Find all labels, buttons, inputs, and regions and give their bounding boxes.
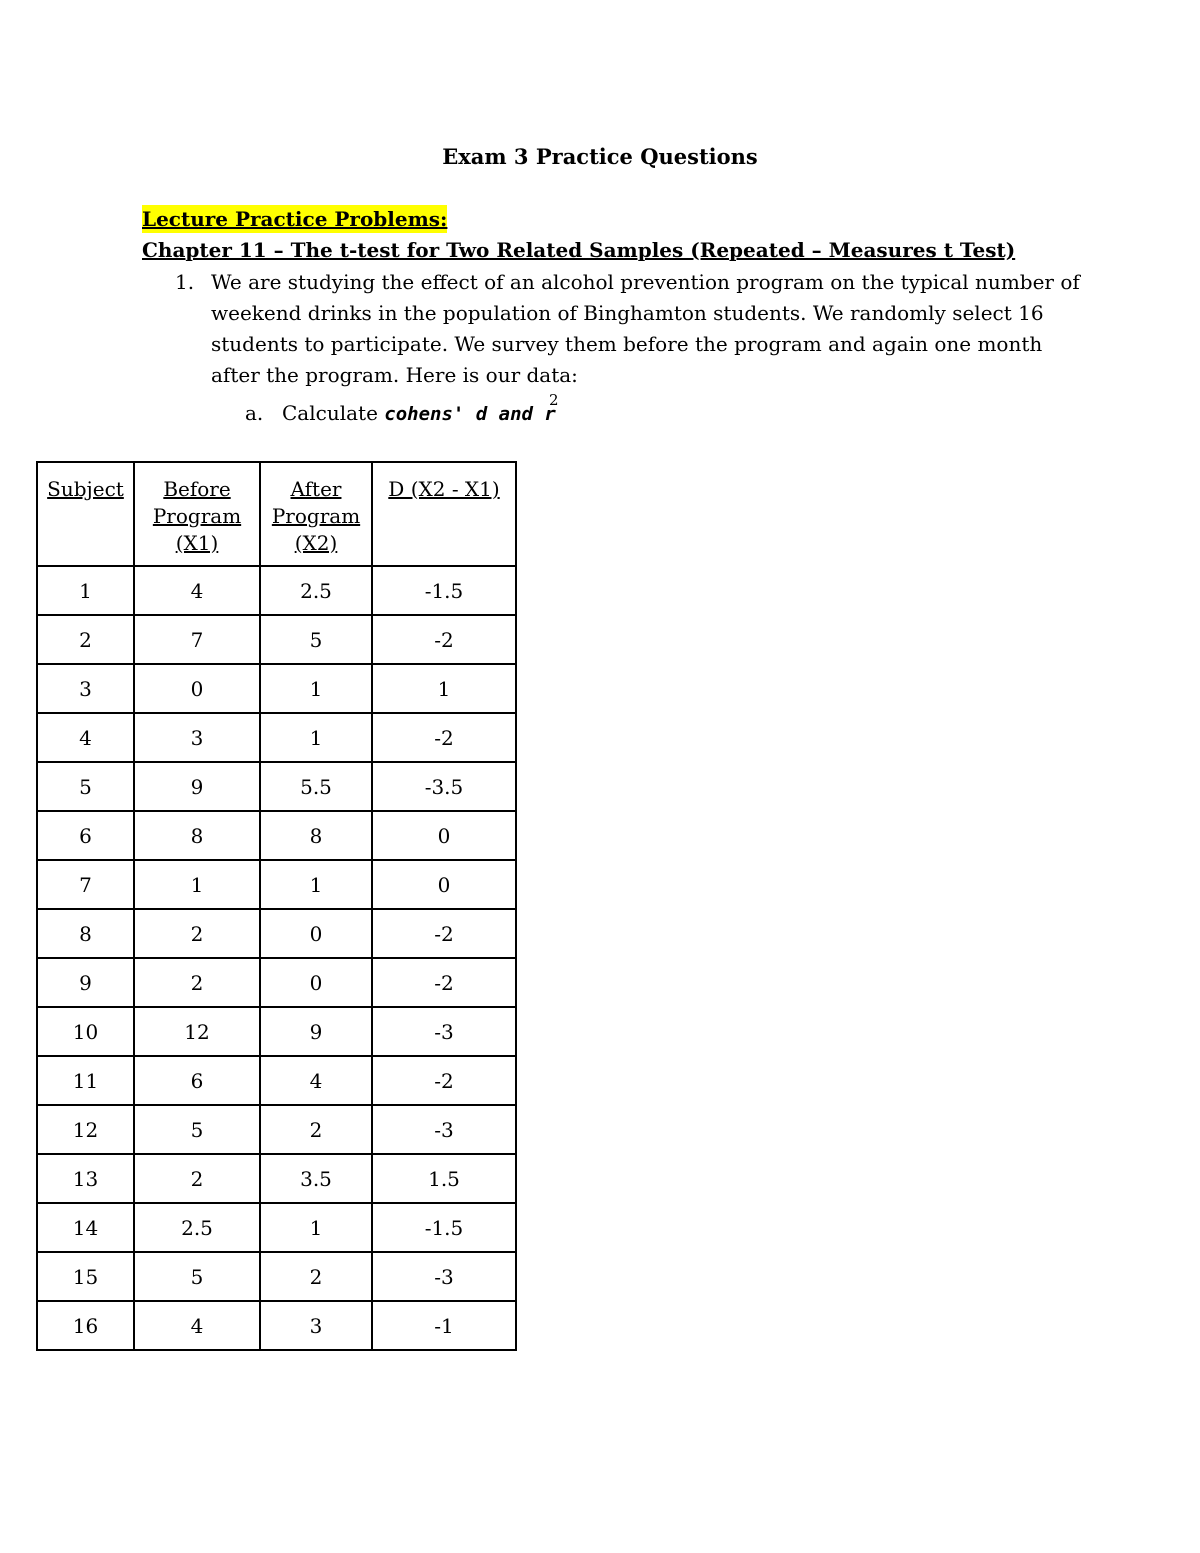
cell-difference: -3 — [372, 1252, 516, 1301]
table-row — [37, 566, 516, 615]
lecture-heading: Lecture Practice Problems: — [142, 207, 448, 231]
cell-subject: 6 — [37, 811, 134, 860]
cell-difference: -2 — [372, 909, 516, 958]
cell-before: 2.5 — [134, 1203, 260, 1252]
table-header-row — [37, 462, 516, 566]
cell-subject: 16 — [37, 1301, 134, 1350]
cell-before: 3 — [134, 713, 260, 762]
cell-subject: 13 — [37, 1154, 134, 1203]
table-row — [37, 713, 516, 762]
header-difference: D (X2 - X1) — [372, 462, 516, 566]
page-title: Exam 3 Practice Questions — [442, 144, 758, 169]
cell-subject: 7 — [37, 860, 134, 909]
cell-subject: 8 — [37, 909, 134, 958]
cell-after: 3.5 — [260, 1154, 372, 1203]
subquestion-math: cohens' d and r — [384, 403, 556, 425]
cell-difference: -3 — [372, 1007, 516, 1056]
cell-difference: -2 — [372, 1056, 516, 1105]
cell-after: 8 — [260, 811, 372, 860]
cell-before: 6 — [134, 1056, 260, 1105]
cell-subject: 9 — [37, 958, 134, 1007]
cell-after: 0 — [260, 909, 372, 958]
cell-difference: -2 — [372, 958, 516, 1007]
subquestion-letter: a. — [245, 401, 264, 425]
table-row — [37, 762, 516, 811]
cell-subject: 11 — [37, 1056, 134, 1105]
cell-subject: 12 — [37, 1105, 134, 1154]
cell-subject: 2 — [37, 615, 134, 664]
cell-difference: 1 — [372, 664, 516, 713]
cell-before: 4 — [134, 566, 260, 615]
cell-subject: 4 — [37, 713, 134, 762]
cell-difference: 1.5 — [372, 1154, 516, 1203]
table-row — [37, 958, 516, 1007]
cell-difference: 0 — [372, 860, 516, 909]
cell-before: 2 — [134, 909, 260, 958]
cell-after: 2 — [260, 1252, 372, 1301]
cell-after: 3 — [260, 1301, 372, 1350]
table-row — [37, 615, 516, 664]
data-table — [36, 461, 517, 1351]
cell-subject: 5 — [37, 762, 134, 811]
cell-after: 1 — [260, 713, 372, 762]
cell-subject: 14 — [37, 1203, 134, 1252]
table-row — [37, 1154, 516, 1203]
cell-before: 12 — [134, 1007, 260, 1056]
cell-after: 2 — [260, 1105, 372, 1154]
cell-difference: -3.5 — [372, 762, 516, 811]
table-row — [37, 1203, 516, 1252]
header-before: Before Program (X1) — [134, 462, 260, 566]
cell-after: 4 — [260, 1056, 372, 1105]
chapter-heading: Chapter 11 – The t-test for Two Related Samples (Repeated – Measures t Test) — [142, 238, 1016, 262]
cell-subject: 1 — [37, 566, 134, 615]
subquestion-label: Calculate — [282, 401, 378, 425]
cell-after: 9 — [260, 1007, 372, 1056]
cell-after: 1 — [260, 664, 372, 713]
cell-subject: 10 — [37, 1007, 134, 1056]
table-row — [37, 1105, 516, 1154]
cell-subject: 15 — [37, 1252, 134, 1301]
cell-before: 0 — [134, 664, 260, 713]
header-subject: Subject — [37, 462, 134, 566]
cell-after: 2.5 — [260, 566, 372, 615]
cell-before: 5 — [134, 1105, 260, 1154]
cell-difference: -2 — [372, 713, 516, 762]
cell-difference: -1.5 — [372, 1203, 516, 1252]
cell-subject: 3 — [37, 664, 134, 713]
subquestion-text — [282, 399, 556, 428]
cell-difference: -1.5 — [372, 566, 516, 615]
table-row — [37, 1056, 516, 1105]
cell-before: 2 — [134, 958, 260, 1007]
cell-before: 1 — [134, 860, 260, 909]
cell-after: 0 — [260, 958, 372, 1007]
table-row — [37, 664, 516, 713]
cell-difference: -2 — [372, 615, 516, 664]
subquestion-superscript: 2 — [549, 391, 559, 409]
cell-difference: -3 — [372, 1105, 516, 1154]
table-row — [37, 1252, 516, 1301]
question-text: We are studying the effect of an alcohol prevention program on the typical number of weekend drinks in the population of Binghamton students. We randomly select 16 students to participate. We survey them before the program and again one month after the program. Here is our data: — [211, 270, 1080, 387]
table-row — [37, 1007, 516, 1056]
cell-before: 7 — [134, 615, 260, 664]
table-row — [37, 860, 516, 909]
table-row — [37, 909, 516, 958]
cell-before: 5 — [134, 1252, 260, 1301]
cell-after: 5 — [260, 615, 372, 664]
cell-before: 2 — [134, 1154, 260, 1203]
cell-after: 1 — [260, 1203, 372, 1252]
table-row — [37, 811, 516, 860]
cell-after: 1 — [260, 860, 372, 909]
cell-before: 4 — [134, 1301, 260, 1350]
cell-after: 5.5 — [260, 762, 372, 811]
cell-difference: -1 — [372, 1301, 516, 1350]
cell-before: 8 — [134, 811, 260, 860]
cell-before: 9 — [134, 762, 260, 811]
header-after: After Program (X2) — [260, 462, 372, 566]
table-row — [37, 1301, 516, 1350]
question-number: 1. — [175, 270, 195, 294]
cell-difference: 0 — [372, 811, 516, 860]
table-body — [37, 566, 516, 1350]
